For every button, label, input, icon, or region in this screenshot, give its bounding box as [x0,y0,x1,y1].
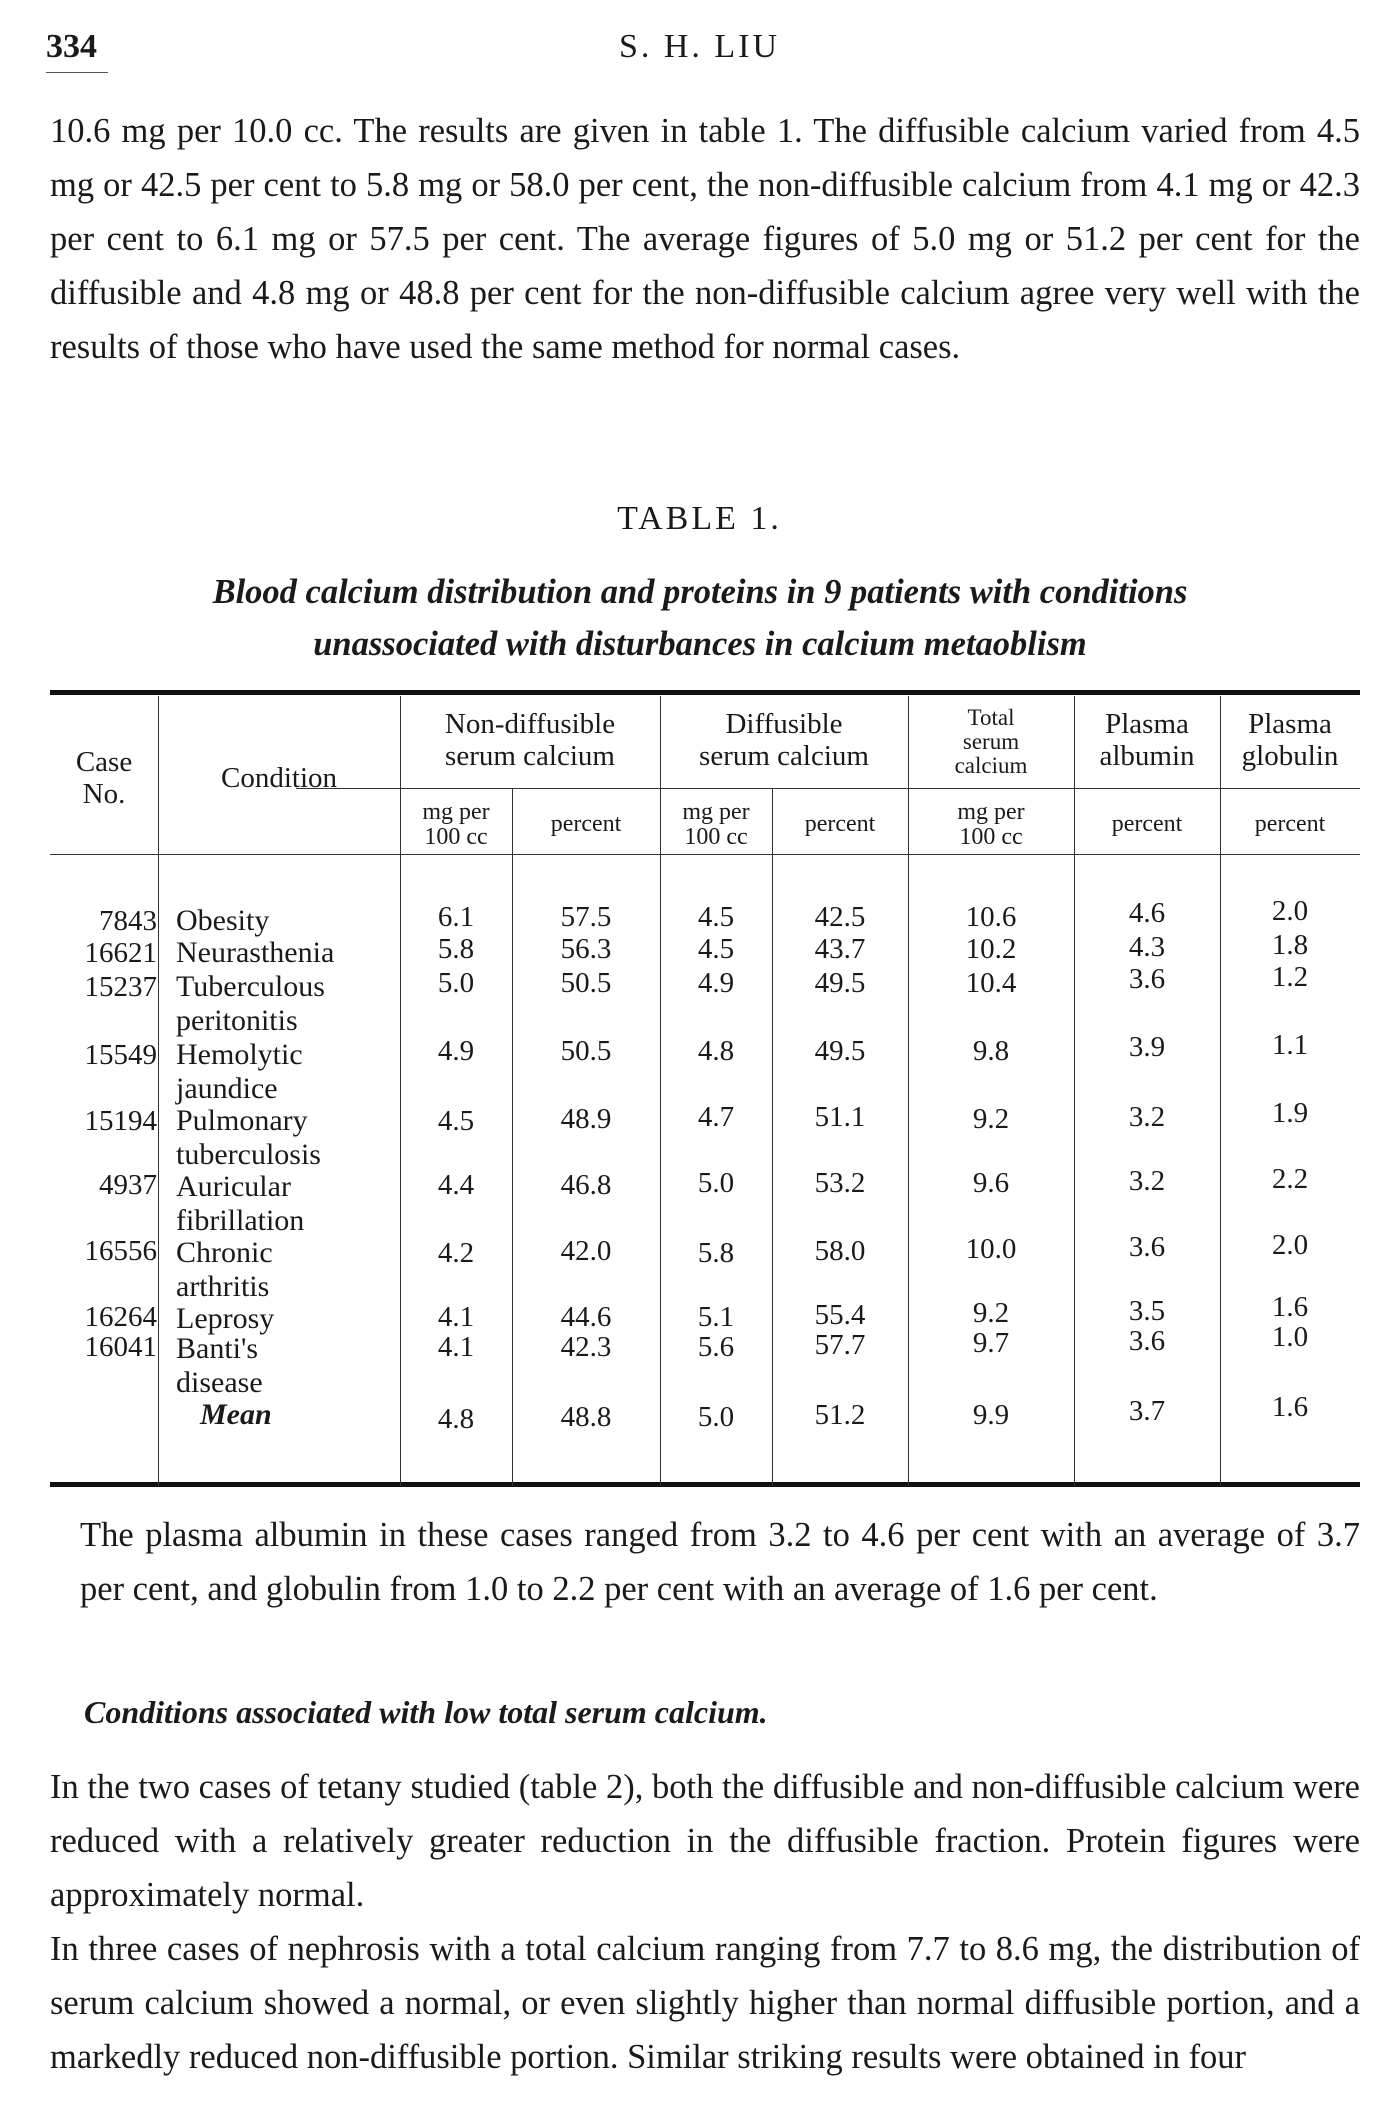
subheader-mg: mg per 100 cc [682,799,750,850]
section-subheading: Conditions associated with low total serum calcium. [84,1694,768,1730]
case-number: 15237 [84,971,157,1003]
subheader-percent: percent [550,811,622,837]
nondiff-pct-cell: 57.5 [560,901,612,933]
nondiff-pct-cell: 44.6 [560,1301,612,1333]
diff-pct-cell: 49.5 [814,967,866,999]
header-bottom-rule [50,854,1360,855]
case-number: 16041 [84,1331,157,1363]
nondiff-mg-cell: 4.5 [437,1105,475,1137]
calcium-table [50,690,1360,1490]
paragraph-results: 10.6 mg per 10.0 cc. The results are given in table 1. The diffusible calcium varied from 4.5 mg or 42.5 per cent to 5.8 mg or 58.0 per cent, the non-diffusible calcium from 4.1 mg or 42.3 per cent to 6.1 mg or 57.5 per cent. The average figures of 5.0 mg or 51.2 per cent for the diffusible and 4.8 mg or 48.8 per cent for the non-diffusible calcium agree very well with the results of those who have used the same method for normal cases. [50,112,1360,366]
table-label: TABLE 1. [617,500,782,537]
case-number: 15194 [84,1105,157,1137]
diff-pct-cell: 42.5 [814,901,866,933]
total-cell: 9.8 [972,1035,1010,1067]
case-number: 16621 [84,937,157,969]
condition-cell: Neurasthenia [176,936,335,969]
running-head: S. H. LIU [618,28,781,65]
paragraph-albumin: The plasma albumin in these cases ranged from 3.2 to 4.6 per cent with an average of 3.7 per cent, and globulin from 1.0 to 2.2 per cent with an average of 1.6 per cent. [80,1516,1360,1608]
total-cell: 9.2 [972,1103,1010,1135]
total-cell: 10.4 [965,967,1017,999]
col-divider [512,788,513,1486]
diff-pct-cell: 58.0 [814,1235,866,1267]
diff-mg-cell: 4.5 [697,901,735,933]
condition-cell: Hemolytic jaundice [176,1038,303,1105]
albumin-cell: 3.6 [1128,1231,1166,1263]
paragraph-tetany: In the two cases of tetany studied (table 2), both the diffusible and non-diffusible calcium were reduced with a relatively greater reduction in the diffusible fraction. Protein figures were approximately normal. [50,1768,1360,1914]
albumin-cell: 3.7 [1128,1395,1166,1427]
paragraph-nephrosis: In three cases of nephrosis with a total calcium ranging from 7.7 to 8.6 mg, the distribution of serum calcium showed a normal, or even slightly higher than normal diffusible portion, and a markedly reduced non-diffusible portion. Similar striking results were obtained in four [50,1930,1360,2076]
globulin-cell: 1.2 [1271,961,1309,993]
albumin-cell: 4.3 [1128,931,1166,963]
subheader-mg: mg per 100 cc [422,799,490,850]
subheader-percent: percent [1254,811,1326,837]
total-cell: 9.2 [972,1297,1010,1329]
condition-cell: Auricular fibrillation [176,1170,305,1237]
globulin-cell: 2.0 [1271,1229,1309,1261]
page-number-underline [46,72,108,73]
case-number: 7843 [99,905,157,937]
table-top-rule [50,690,1360,695]
subheader-percent: percent [804,811,876,837]
page-header [46,28,1353,78]
case-number: 4937 [99,1169,157,1201]
diff-mg-cell: 4.8 [697,1035,735,1067]
albumin-cell: 3.6 [1128,1325,1166,1357]
header-total: Total serum calcium [954,705,1028,778]
nondiff-mg-cell: 4.1 [437,1331,475,1363]
nondiff-mg-cell: 4.8 [437,1403,475,1435]
globulin-cell: 1.8 [1271,929,1309,961]
mean-label: Mean [200,1398,272,1431]
subheader-percent: percent [1111,811,1183,837]
nondiff-pct-cell: 42.0 [560,1235,612,1267]
total-cell: 10.0 [965,1233,1017,1265]
diff-pct-cell: 55.4 [814,1299,866,1331]
diff-mg-cell: 4.9 [697,967,735,999]
nondiff-pct-cell: 48.8 [560,1401,612,1433]
table-caption [80,566,1320,670]
header-diffusible: Diffusible serum calcium [699,708,869,772]
nondiff-pct-cell: 56.3 [560,933,612,965]
page-number: 334 [46,28,97,65]
diff-pct-cell: 51.2 [814,1399,866,1431]
nondiff-pct-cell: 46.8 [560,1169,612,1201]
nondiff-mg-cell: 4.4 [437,1169,475,1201]
diff-pct-cell: 49.5 [814,1035,866,1067]
diff-mg-cell: 4.5 [697,933,735,965]
diff-mg-cell: 5.0 [697,1401,735,1433]
total-cell: 9.6 [972,1167,1010,1199]
globulin-cell: 1.0 [1271,1321,1309,1353]
total-cell: 10.2 [965,933,1017,965]
table-caption-line1: Blood calcium distribution and proteins in 9 patients with conditions [212,573,1188,611]
condition-cell: Obesity [176,904,270,937]
diff-mg-cell: 4.7 [697,1101,735,1133]
albumin-cell: 3.2 [1128,1165,1166,1197]
condition-cell: Pulmonary tuberculosis [176,1104,321,1171]
nondiff-mg-cell: 4.1 [437,1301,475,1333]
header-condition: Condition [220,762,337,794]
diff-mg-cell: 5.0 [697,1167,735,1199]
globulin-cell: 1.6 [1271,1291,1309,1323]
albumin-cell: 3.9 [1128,1031,1166,1063]
header-group-rule [296,788,1360,789]
diff-mg-cell: 5.6 [697,1331,735,1363]
diff-pct-cell: 51.1 [814,1101,866,1133]
nondiff-pct-cell: 48.9 [560,1103,612,1135]
diff-pct-cell: 57.7 [814,1329,866,1361]
total-cell: 10.6 [965,901,1017,933]
diff-mg-cell: 5.8 [697,1237,735,1269]
nondiff-pct-cell: 50.5 [560,967,612,999]
albumin-cell: 3.5 [1128,1295,1166,1327]
header-albumin: Plasma albumin [1099,708,1195,772]
col-divider [158,696,159,1486]
table-bottom-rule [50,1482,1360,1487]
globulin-cell: 1.9 [1271,1097,1309,1129]
albumin-cell: 3.2 [1128,1101,1166,1133]
condition-cell: Banti's disease [176,1332,263,1399]
total-cell: 9.7 [972,1327,1010,1359]
globulin-cell: 2.2 [1271,1163,1309,1195]
albumin-cell: 3.6 [1128,963,1166,995]
case-number: 16556 [84,1235,157,1267]
diff-pct-cell: 53.2 [814,1167,866,1199]
header-globulin: Plasma globulin [1241,708,1339,772]
total-cell: 9.9 [972,1399,1010,1431]
case-number: 15549 [84,1039,157,1071]
nondiff-mg-cell: 4.2 [437,1237,475,1269]
globulin-cell: 2.0 [1271,895,1309,927]
nondiff-mg-cell: 5.8 [437,933,475,965]
nondiff-mg-cell: 6.1 [437,901,475,933]
diff-pct-cell: 43.7 [814,933,866,965]
condition-cell: Leprosy [176,1302,275,1335]
condition-cell: Chronic arthritis [176,1236,273,1303]
nondiff-mg-cell: 4.9 [437,1035,475,1067]
case-number: 16264 [84,1301,157,1333]
globulin-cell: 1.6 [1271,1391,1309,1423]
header-case: Case No. [75,746,133,810]
nondiff-mg-cell: 5.0 [437,967,475,999]
nondiff-pct-cell: 50.5 [560,1035,612,1067]
albumin-cell: 4.6 [1128,897,1166,929]
table-caption-line2: unassociated with disturbances in calcium metaoblism [313,625,1087,663]
condition-cell: Tuberculous peritonitis [176,970,325,1037]
globulin-cell: 1.1 [1271,1029,1309,1061]
header-nondiffusible: Non-diffusible serum calcium [444,708,616,772]
nondiff-pct-cell: 42.3 [560,1331,612,1363]
subheader-mg: mg per 100 cc [957,799,1025,850]
diff-mg-cell: 5.1 [697,1301,735,1333]
col-divider [772,788,773,1486]
